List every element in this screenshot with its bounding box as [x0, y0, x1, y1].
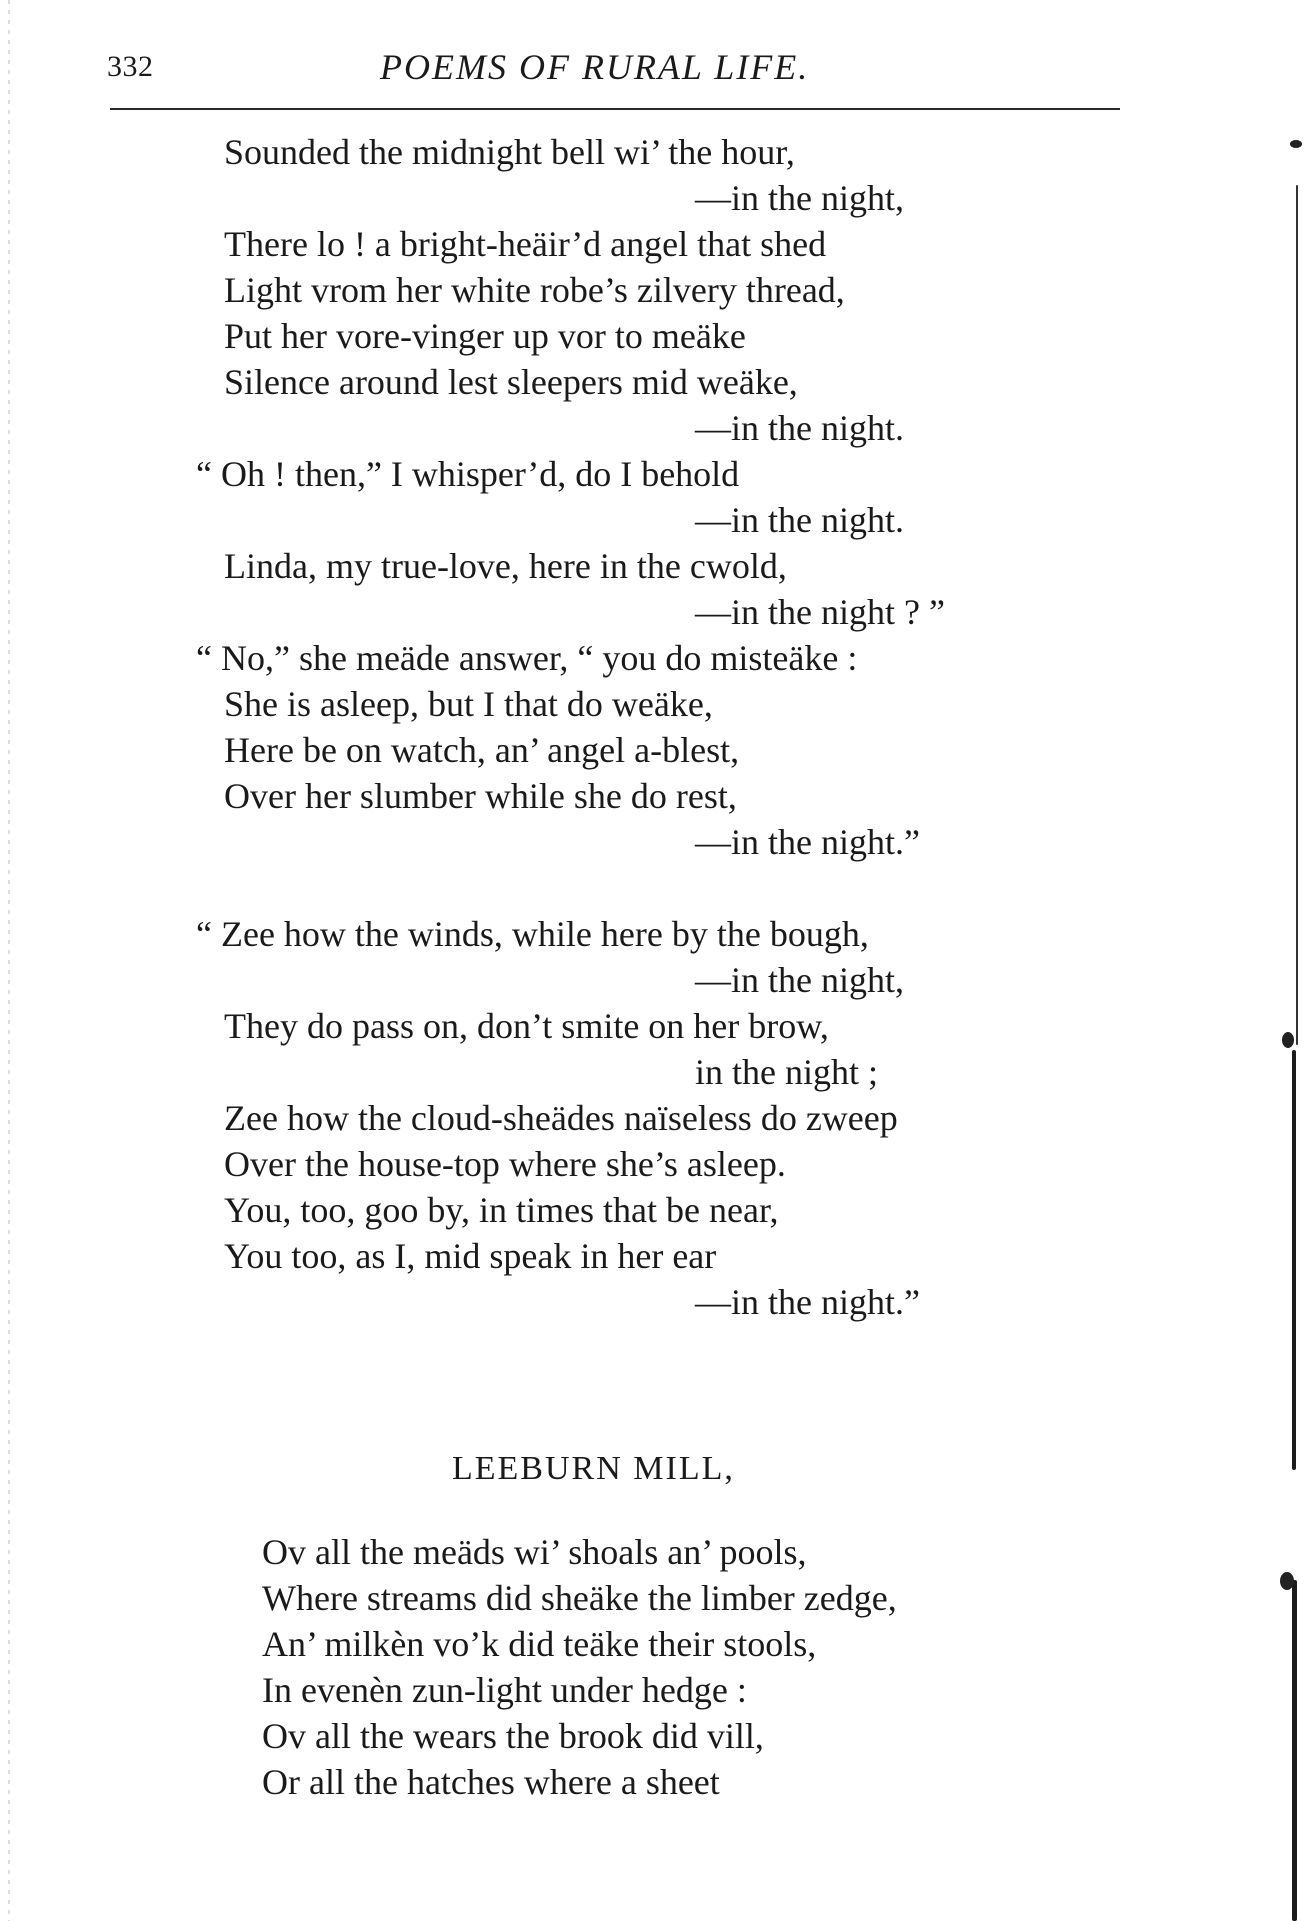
poem-line: “ No,” she meäde answer, “ you do misteäke : — [196, 638, 858, 678]
poem-line: They do pass on, don’t smite on her brow, — [224, 1006, 829, 1046]
poem-refrain: —in the night.” — [695, 1282, 920, 1322]
poem-title: LEEBURN MILL, — [452, 1450, 735, 1487]
poem-line: In evenèn zun-light under hedge : — [262, 1670, 747, 1710]
ink-speck — [1280, 1572, 1294, 1590]
poem-refrain: —in the night.” — [695, 822, 920, 862]
poem-line: “ Oh ! then,” I whisper’d, do I behold — [196, 454, 740, 494]
poem-line: She is asleep, but I that do weäke, — [224, 684, 713, 724]
binding-edge — [1292, 1580, 1297, 1921]
poem-line: You, too, goo by, in times that be near, — [224, 1190, 779, 1230]
poem-refrain: —in the night ? ” — [695, 592, 945, 632]
poem-line: There lo ! a bright-heäir’d angel that shed — [224, 224, 827, 264]
poem-line: Where streams did sheäke the limber zedge, — [262, 1578, 897, 1618]
poem-line: “ Zee how the winds, while here by the bough, — [196, 914, 869, 954]
poem-line: Put her vore-vinger up vor to meäke — [224, 316, 746, 356]
poem-line: You too, as I, mid speak in her ear — [224, 1236, 717, 1276]
poem-refrain: —in the night. — [695, 408, 904, 448]
binding-edge — [1296, 185, 1298, 1045]
poem-line: Zee how the cloud-sheädes naïseless do zweep — [224, 1098, 898, 1138]
poem-line: An’ milkèn vo’k did teäke their stools, — [262, 1624, 817, 1664]
page-edge-mark — [8, 0, 10, 1921]
poem-line: Ov all the meäds wi’ shoals an’ pools, — [262, 1532, 807, 1572]
poem-refrain: —in the night, — [695, 960, 904, 1000]
running-head: POEMS OF RURAL LIFE. — [380, 47, 810, 87]
binding-edge — [1292, 1050, 1296, 1470]
page-number: 332 — [107, 50, 154, 83]
poem-line: Here be on watch, an’ angel a-blest, — [224, 730, 740, 770]
poem-line: Silence around lest sleepers mid weäke, — [224, 362, 798, 402]
header-rule — [110, 108, 1120, 110]
poem-line: Light vrom her white robe’s zilvery thread, — [224, 270, 845, 310]
poem-line: Ov all the wears the brook did vill, — [262, 1716, 764, 1756]
poem-line: Over the house-top where she’s asleep. — [224, 1144, 786, 1184]
poem-line: Or all the hatches where a sheet — [262, 1762, 720, 1802]
poem-refrain: —in the night, — [695, 178, 904, 218]
poem-line: Linda, my true-love, here in the cwold, — [224, 546, 787, 586]
poem-refrain: in the night ; — [695, 1052, 878, 1092]
ink-speck — [1290, 140, 1302, 148]
poem-line: Sounded the midnight bell wi’ the hour, — [224, 132, 795, 172]
ink-speck — [1282, 1032, 1294, 1048]
poem-refrain: —in the night. — [695, 500, 904, 540]
poem-line: Over her slumber while she do rest, — [224, 776, 737, 816]
